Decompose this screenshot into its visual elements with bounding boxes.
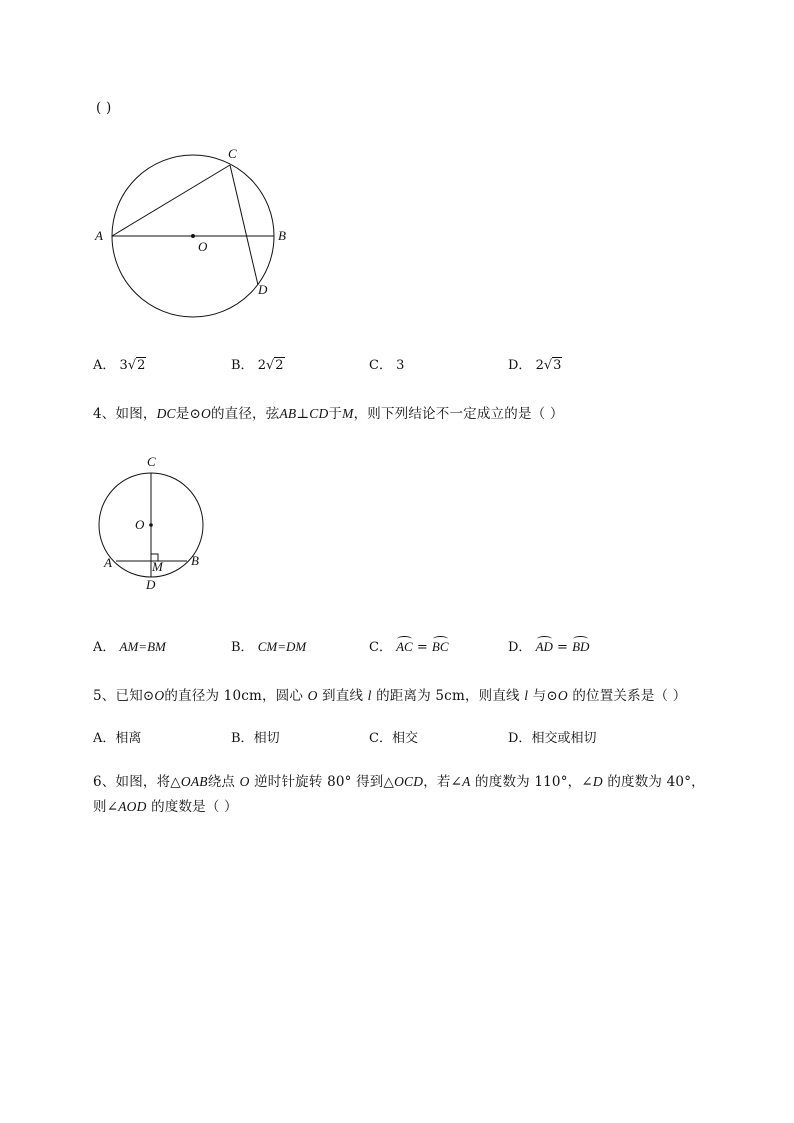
q5-number: 5、 xyxy=(93,688,116,704)
q3-option-b-radicand: 2 xyxy=(275,358,284,373)
q4-text: ⊥ xyxy=(296,406,310,422)
q5-option-b-letter: B． xyxy=(231,731,254,746)
q3-label-b: B xyxy=(278,228,286,243)
q5-option-b-text: 相切 xyxy=(253,731,280,746)
q6-text: ，若∠ xyxy=(423,774,463,790)
q5-option-a-text: 相离 xyxy=(115,731,142,746)
q6-question-line2 xyxy=(93,795,238,815)
q4-text: DC xyxy=(156,406,176,421)
sqrt-icon: √2 xyxy=(127,358,146,373)
q5-text: 的距离为 5cm，则直线 xyxy=(371,688,525,704)
q3-option-b-coef: 2 xyxy=(257,358,266,373)
q5-text: l xyxy=(524,688,529,703)
q3-label-o: O xyxy=(198,239,208,254)
q5-option-b[interactable] xyxy=(231,727,280,746)
q4-label-b: B xyxy=(191,553,199,568)
q4-option-d-eq: = xyxy=(552,640,573,655)
q3-option-a-coef: 3 xyxy=(119,358,128,373)
q4-text: CD xyxy=(309,406,329,421)
q4-text: 于 xyxy=(328,406,343,422)
q5-option-d[interactable] xyxy=(508,727,596,746)
q3-option-d-letter: D． xyxy=(508,358,532,373)
q3-label-c: C xyxy=(228,146,237,161)
q3-answer-bracket: ( ) xyxy=(96,100,112,116)
q5-text: 的直径为 10cm，圆心 xyxy=(164,688,308,704)
q5-text: O xyxy=(307,688,318,703)
q5-text: 到直线 xyxy=(317,688,368,704)
q6-text: 则∠ xyxy=(93,799,119,815)
q4-text: M xyxy=(342,406,354,421)
q3-option-a[interactable] xyxy=(93,354,146,373)
q4-option-a-text: AM=BM xyxy=(119,639,166,654)
q4-option-c-letter: C． xyxy=(369,640,392,655)
q4-center-dot xyxy=(149,523,153,527)
q4-text: 如图， xyxy=(115,406,157,422)
q6-text: O xyxy=(239,774,250,789)
q6-text: 绕点 xyxy=(207,774,240,790)
q3-label-a: A xyxy=(95,228,103,243)
q4-option-b-text: CM=DM xyxy=(257,639,307,654)
q4-label-o: O xyxy=(135,517,145,532)
q4-figure xyxy=(90,448,220,598)
q5-option-c[interactable] xyxy=(369,727,418,746)
q5-option-c-text: 相交 xyxy=(391,731,418,746)
q6-text: D xyxy=(592,774,603,789)
q4-text: 是⊙ xyxy=(175,406,201,422)
q4-option-b-letter: B． xyxy=(231,640,254,655)
q3-option-a-radicand: 2 xyxy=(137,358,146,373)
q4-text: O xyxy=(200,406,211,421)
q5-text: l xyxy=(367,688,372,703)
q5-option-d-text: 相交或相切 xyxy=(531,731,597,746)
q4-option-c-arc-right: BC xyxy=(431,639,449,654)
q4-number: 4、 xyxy=(93,406,116,422)
q5-text: 已知⊙ xyxy=(115,688,155,704)
q3-label-d: D xyxy=(258,282,268,297)
q5-option-d-letter: D． xyxy=(508,731,532,746)
q3-figure xyxy=(86,140,326,330)
q3-option-c-value: 3 xyxy=(396,358,405,373)
q6-text: OCD xyxy=(394,774,424,789)
q6-text: A xyxy=(462,774,471,789)
q4-option-d[interactable] xyxy=(508,636,589,655)
q4-label-d: D xyxy=(146,577,156,592)
q3-option-b-letter: B． xyxy=(231,358,254,373)
q6-number: 6、 xyxy=(93,774,116,790)
q5-question xyxy=(93,684,686,704)
q6-text: 逆时针旋转 80° 得到△ xyxy=(249,774,395,790)
q6-text: 的度数是（ ） xyxy=(146,799,238,815)
q5-text: O xyxy=(557,688,568,703)
q4-option-b[interactable] xyxy=(231,636,306,655)
q3-center-dot xyxy=(191,234,195,238)
q4-option-d-arc-right: BD xyxy=(572,639,590,654)
q4-option-a-letter: A． xyxy=(93,640,116,655)
q4-option-a[interactable] xyxy=(93,636,166,655)
q4-option-c[interactable] xyxy=(369,636,449,655)
q4-question xyxy=(93,402,564,422)
q5-option-a[interactable] xyxy=(93,727,141,746)
q3-option-d[interactable] xyxy=(508,354,562,373)
q4-label-m: M xyxy=(152,559,163,574)
q6-text: AOD xyxy=(118,799,147,814)
q6-text: 的度数为 110°，∠ xyxy=(470,774,593,790)
q3-option-d-coef: 2 xyxy=(535,358,544,373)
q4-option-d-letter: D． xyxy=(508,640,532,655)
q4-label-a: A xyxy=(104,555,112,570)
q4-text: ，则下列结论不一定成立的是（ ） xyxy=(353,406,564,422)
q3-option-a-letter: A． xyxy=(93,358,116,373)
q4-option-d-arc-left: AD xyxy=(535,639,553,654)
q3-option-c[interactable] xyxy=(369,354,404,373)
q3-chord-ac xyxy=(112,165,230,236)
q4-option-c-arc-left: AC xyxy=(396,639,413,654)
q3-option-d-radicand: 3 xyxy=(553,358,562,373)
q5-option-a-letter: A． xyxy=(93,731,116,746)
sqrt-icon: √2 xyxy=(265,358,284,373)
sqrt-icon: √3 xyxy=(543,358,562,373)
q4-label-c: C xyxy=(147,454,156,469)
q4-text: 的直径，弦 xyxy=(210,406,280,422)
q5-text: 的位置关系是（ ） xyxy=(567,688,687,704)
q3-option-b[interactable] xyxy=(231,354,285,373)
q6-text: OAB xyxy=(180,774,208,789)
q4-text: AB xyxy=(279,406,297,421)
q5-text: O xyxy=(154,688,165,703)
q4-option-c-eq: = xyxy=(412,640,432,655)
q5-option-c-letter: C． xyxy=(369,731,392,746)
q5-text: 与⊙ xyxy=(528,688,558,704)
q6-question-line1 xyxy=(93,770,705,790)
q3-option-c-letter: C． xyxy=(369,358,392,373)
q6-text: 如图，将△ xyxy=(115,774,181,790)
q6-text: 的度数为 40°， xyxy=(602,774,705,790)
